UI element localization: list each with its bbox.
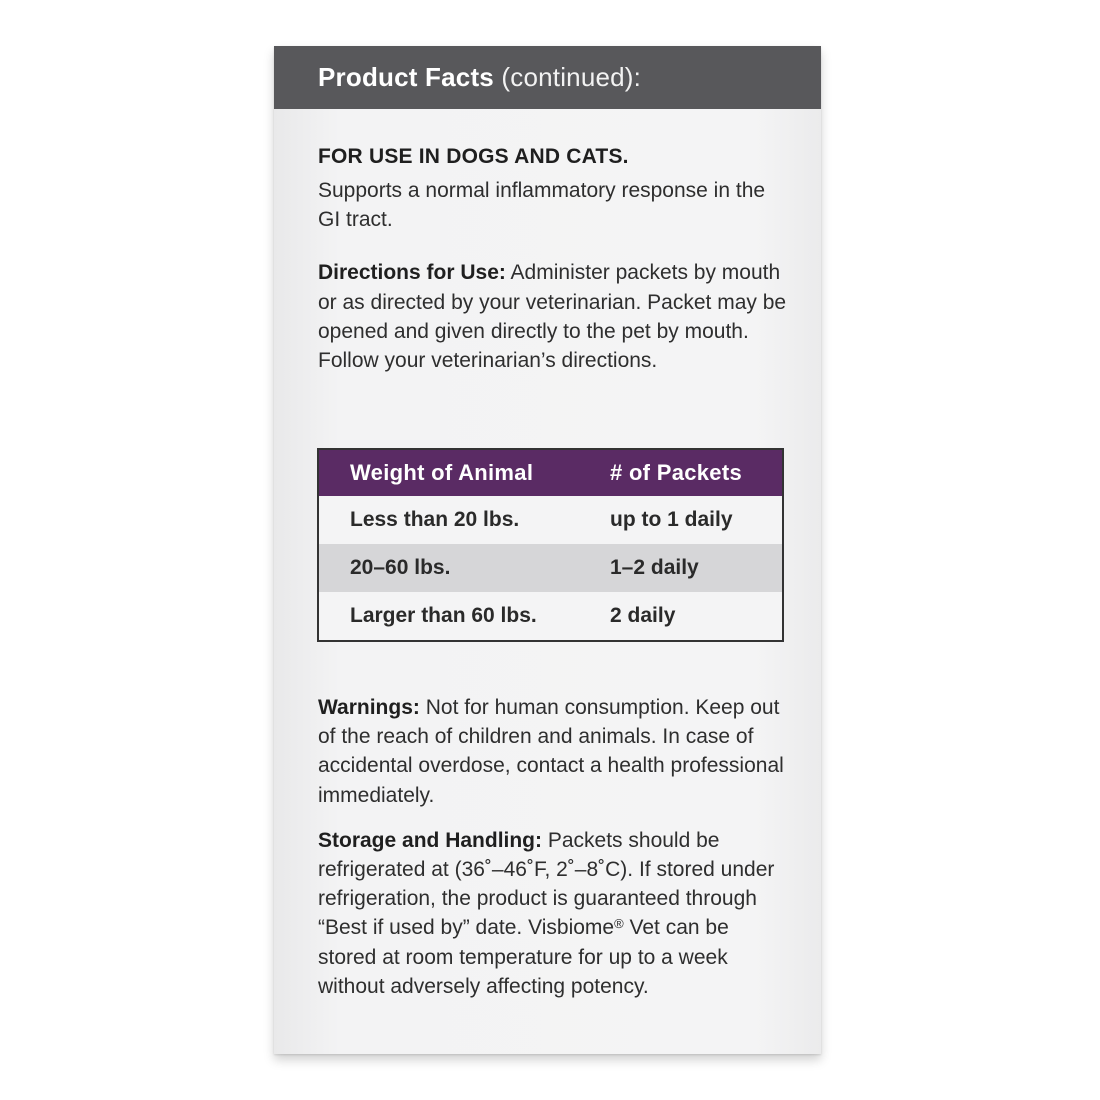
table-row bbox=[318, 496, 783, 544]
storage-paragraph bbox=[318, 826, 788, 1001]
weight-cell: Larger than 60 lbs. bbox=[350, 604, 537, 627]
product-box-panel bbox=[274, 46, 821, 1054]
directions-label: Directions for Use: bbox=[318, 261, 506, 285]
weight-cell: Less than 20 lbs. bbox=[350, 508, 520, 531]
registered-mark: ® bbox=[614, 916, 624, 932]
packets-cell: 2 daily bbox=[610, 604, 676, 627]
packets-column-header: # of Packets bbox=[610, 449, 783, 496]
use-description: Supports a normal inflammatory response in the GI tract. bbox=[318, 179, 766, 232]
weight-cell: 20–60 lbs. bbox=[318, 544, 610, 592]
warnings-paragraph bbox=[318, 693, 788, 810]
table-row bbox=[318, 592, 783, 641]
section-header bbox=[274, 46, 821, 109]
use-heading: FOR USE IN DOGS AND CATS. bbox=[318, 145, 629, 168]
dosing-table-header bbox=[318, 449, 783, 496]
weight-column-header: Weight of Animal bbox=[318, 449, 610, 496]
dosing-table bbox=[317, 448, 784, 642]
storage-label: Storage and Handling: bbox=[318, 828, 543, 852]
warnings-label: Warnings: bbox=[318, 696, 420, 719]
warnings-text: Not for human consumption. Keep out of the reach of children and animals. In case of accidental overdose, contact a health professional immediately. bbox=[318, 696, 784, 807]
storage-text-a: Packets should be refrigerated at (36˚–46˚F, 2˚–8˚C). If stored under refrigeration, the product is guaranteed through “Best if used by” date. Visbiome bbox=[318, 828, 775, 940]
upper-content bbox=[318, 142, 788, 375]
lower-content bbox=[318, 693, 788, 1001]
header-subtitle: (continued): bbox=[493, 62, 642, 92]
packets-cell: up to 1 daily bbox=[610, 508, 733, 531]
table-row bbox=[318, 544, 783, 592]
header-title: Product Facts bbox=[318, 62, 494, 92]
directions-paragraph bbox=[318, 258, 788, 375]
directions-text: Administer packets by mouth or as directed by your veterinarian. Packet may be opened and given directly to the pet by mouth. Follow your veterinarian’s directions. bbox=[318, 261, 787, 373]
packets-cell: 1–2 daily bbox=[610, 544, 783, 592]
storage-text-b: Vet can be stored at room temperature for up to a week without adversely affecting potency. bbox=[318, 916, 729, 998]
